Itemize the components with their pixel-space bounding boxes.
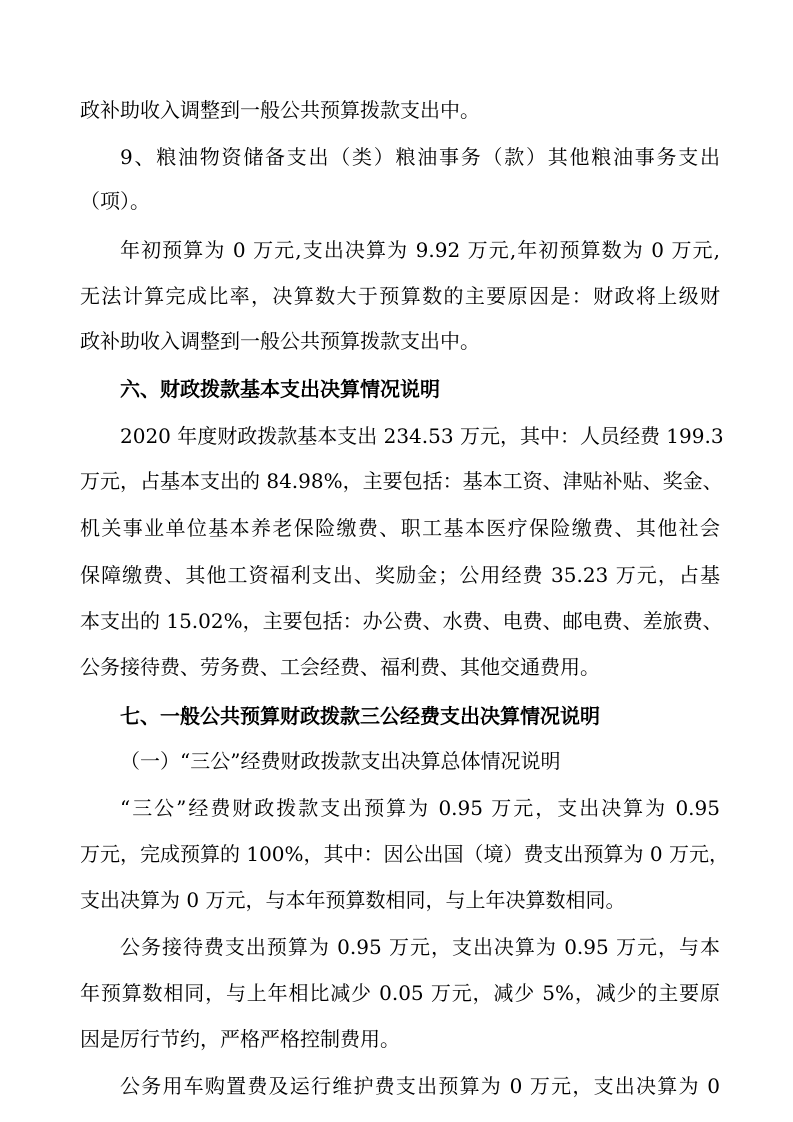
paragraph-line: 年初预算为 0 万元,支出决算为 9.92 万元,年初预算数为 0 万元, [120, 238, 720, 262]
paragraph-line: 公务接待费、劳务费、工会经费、福利费、其他交通费用。 [80, 655, 600, 679]
paragraph-line: 政补助收入调整到一般公共预算拨款支出中。 [80, 98, 480, 122]
paragraph-line: 公务接待费支出预算为 0.95 万元，支出决算为 0.95 万元，与本 [120, 935, 720, 959]
paragraph-line: “三公”经费财政拨款支出预算为 0.95 万元，支出决算为 0.95 [120, 796, 720, 820]
paragraph-line: 万元，完成预算的 100%，其中：因公出国（境）费支出预算为 0 万元， [80, 842, 729, 866]
paragraph-line: 万元，占基本支出的 84.98%，主要包括：基本工资、津贴补贴、奖金、 [80, 469, 723, 493]
paragraph-line: 年预算数相同，与上年相比减少 0.05 万元，减少 5%，减少的主要原 [80, 981, 720, 1005]
paragraph-line: 政补助收入调整到一般公共预算拨款支出中。 [80, 329, 480, 353]
item-9-title-line: 9、粮油物资储备支出（类）粮油事务（款）其他粮油事务支出 [120, 145, 720, 169]
subsection-heading-1: （一）“三公”经费财政拨款支出决算总体情况说明 [120, 749, 561, 773]
item-9-title-line: （项）。 [80, 189, 150, 213]
paragraph-line: 因是厉行节约，严格严格控制费用。 [80, 1027, 400, 1051]
paragraph-line: 本支出的 15.02%，主要包括：办公费、水费、电费、邮电费、差旅费、 [80, 609, 723, 633]
paragraph-line: 保障缴费、其他工资福利支出、奖励金；公用经费 35.23 万元，占基 [80, 563, 720, 587]
section-heading-7: 七、一般公共预算财政拨款三公经费支出决算情况说明 [120, 704, 600, 728]
paragraph-line: 2020 年度财政拨款基本支出 234.53 万元，其中：人员经费 199.3 [120, 424, 724, 448]
section-heading-6: 六、财政拨款基本支出决算情况说明 [120, 377, 440, 401]
paragraph-line: 支出决算为 0 万元，与本年预算数相同，与上年决算数相同。 [80, 888, 626, 912]
paragraph-line: 公务用车购置费及运行维护费支出预算为 0 万元，支出决算为 0 [120, 1074, 720, 1098]
paragraph-line: 无法计算完成比率，决算数大于预算数的主要原因是：财政将上级财 [80, 284, 720, 308]
paragraph-line: 机关事业单位基本养老保险缴费、职工基本医疗保险缴费、其他社会 [80, 516, 720, 540]
